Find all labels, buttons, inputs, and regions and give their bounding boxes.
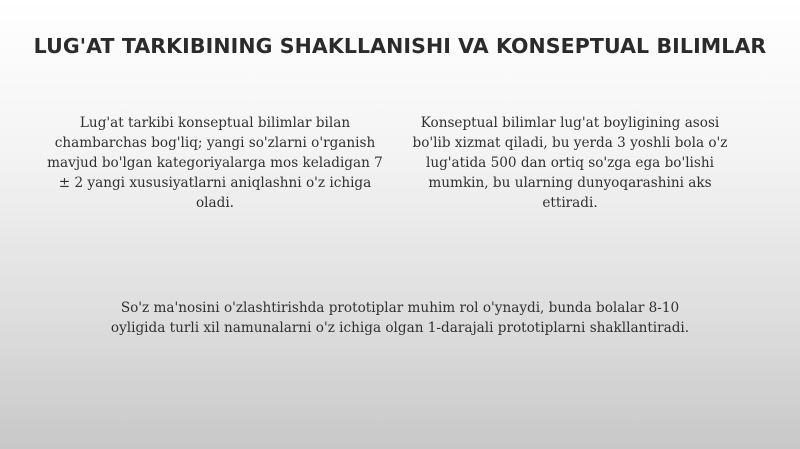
bottom-paragraph: So'z ma'nosini o'zlashtirishda prototiplar muhim rol o'ynaydi, bunda bolalar 8-10 oyligida turli xil namunalarni o'z ichiga olgan 1-darajali prototiplarni shakllantiradi. (110, 300, 690, 336)
right-paragraph: Konseptual bilimlar lug'at boyligining asosi bo'lib xizmat qiladi, bu yerda 3 yoshli bola o'z lug'atida 500 dan ortiq so'zga ega bo'lishi mumkin, bu ularning dunyoqarashini aks ettiradi. (412, 115, 728, 211)
slide-title: LUG'AT TARKIBINING SHAKLLANISHI VA KONSEPTUAL BILIMLAR (33, 34, 767, 58)
left-paragraph: Lug'at tarkibi konseptual bilimlar bilan chambarchas bog'liq; yangi so'zlarni o'rganish mavjud bo'lgan kategoriyalarga mos keladigan 7 ± 2 yangi xususiyatlarni aniqlashni o'z ichiga oladi. (47, 115, 383, 211)
